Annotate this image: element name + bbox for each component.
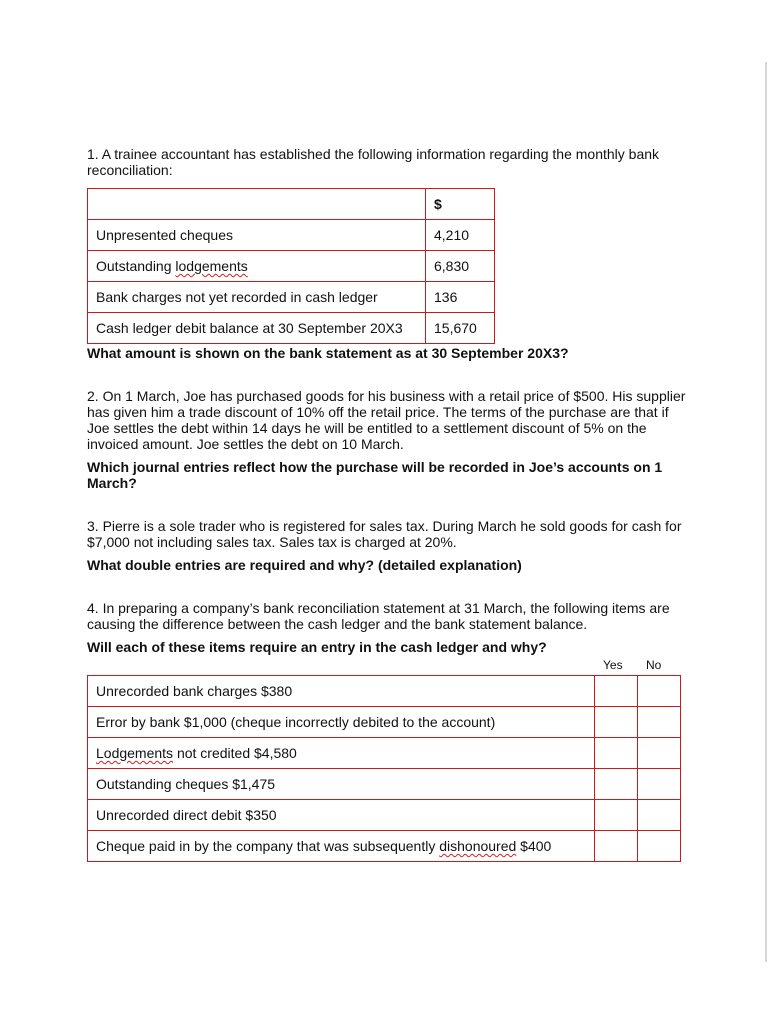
table-row — [88, 800, 681, 831]
yes-cell[interactable] — [595, 738, 638, 769]
table-cell-value: 136 — [426, 282, 495, 313]
table-cell-value: 6,830 — [426, 251, 495, 282]
item-label: Unrecorded bank charges $380 — [88, 676, 595, 707]
table-cell-label: Unpresented cheques — [88, 220, 426, 251]
table-row — [88, 831, 681, 862]
page-edge — [765, 62, 767, 962]
yes-label: Yes — [603, 658, 623, 672]
table-row — [88, 282, 495, 313]
item-label: Unrecorded direct debit $350 — [88, 800, 595, 831]
no-label: No — [646, 658, 662, 672]
yes-cell[interactable] — [595, 769, 638, 800]
table-header-cell — [88, 189, 426, 220]
table-cell-value: 15,670 — [426, 313, 495, 344]
no-cell[interactable] — [638, 831, 681, 862]
yes-cell[interactable] — [595, 676, 638, 707]
no-cell[interactable] — [638, 707, 681, 738]
no-cell[interactable] — [638, 769, 681, 800]
yes-no-header — [87, 655, 687, 675]
table-row — [88, 769, 681, 800]
document-content — [87, 146, 687, 862]
no-cell[interactable] — [638, 800, 681, 831]
table-row — [88, 313, 495, 344]
q3-question: What double entries are required and why? (detailed explanation) — [87, 557, 522, 573]
q4-table — [87, 675, 681, 862]
table-row — [88, 251, 495, 282]
yes-cell[interactable] — [595, 707, 638, 738]
table-row — [88, 676, 681, 707]
table-header-row — [88, 189, 495, 220]
item-label: Error by bank $1,000 (cheque incorrectly debited to the account) — [88, 707, 595, 738]
q4-body: 4. In preparing a company’s bank reconciliation statement at 31 March, the following items are causing the difference between the cash ledger and the bank statement balance. — [87, 600, 670, 632]
q3-body: 3. Pierre is a sole trader who is registered for sales tax. During March he sold goods for cash for $7,000 not including sales tax. Sales tax is charged at 20%. — [87, 518, 682, 550]
q1-question: What amount is shown on the bank statement as at 30 September 20X3? — [87, 345, 569, 361]
table-header-cell: $ — [426, 189, 495, 220]
q1-intro: 1. A trainee accountant has established the following information regarding the monthly bank reconciliation: — [87, 146, 660, 178]
table-cell-label: Bank charges not yet recorded in cash ledger — [88, 282, 426, 313]
q2-question: Which journal entries reflect how the purchase will be recorded in Joe’s accounts on 1 March? — [87, 459, 663, 491]
item-label: Cheque paid in by the company that was subsequently dishonoured $400 — [88, 831, 595, 862]
no-cell[interactable] — [638, 676, 681, 707]
no-cell[interactable] — [638, 738, 681, 769]
q4-question: Will each of these items require an entry in the cash ledger and why? — [87, 639, 547, 655]
item-label: Outstanding cheques $1,475 — [88, 769, 595, 800]
table-cell-label: Outstanding lodgements — [88, 251, 426, 282]
table-cell-label: Cash ledger debit balance at 30 September 20X3 — [88, 313, 426, 344]
item-label: Lodgements not credited $4,580 — [88, 738, 595, 769]
q2-body: 2. On 1 March, Joe has purchased goods for his business with a retail price of $500. His supplier has given him a trade discount of 10% off the retail price. The terms of the purchase are that if Joe settles the debt within 14 days he will be entitled to a settlement discount of 5% on the invoiced amount. Joe settles the debt on 10 March. — [87, 388, 686, 452]
table-row — [88, 738, 681, 769]
table-row — [88, 707, 681, 738]
table-cell-value: 4,210 — [426, 220, 495, 251]
q1-table — [87, 188, 495, 344]
yes-cell[interactable] — [595, 800, 638, 831]
yes-cell[interactable] — [595, 831, 638, 862]
table-row — [88, 220, 495, 251]
